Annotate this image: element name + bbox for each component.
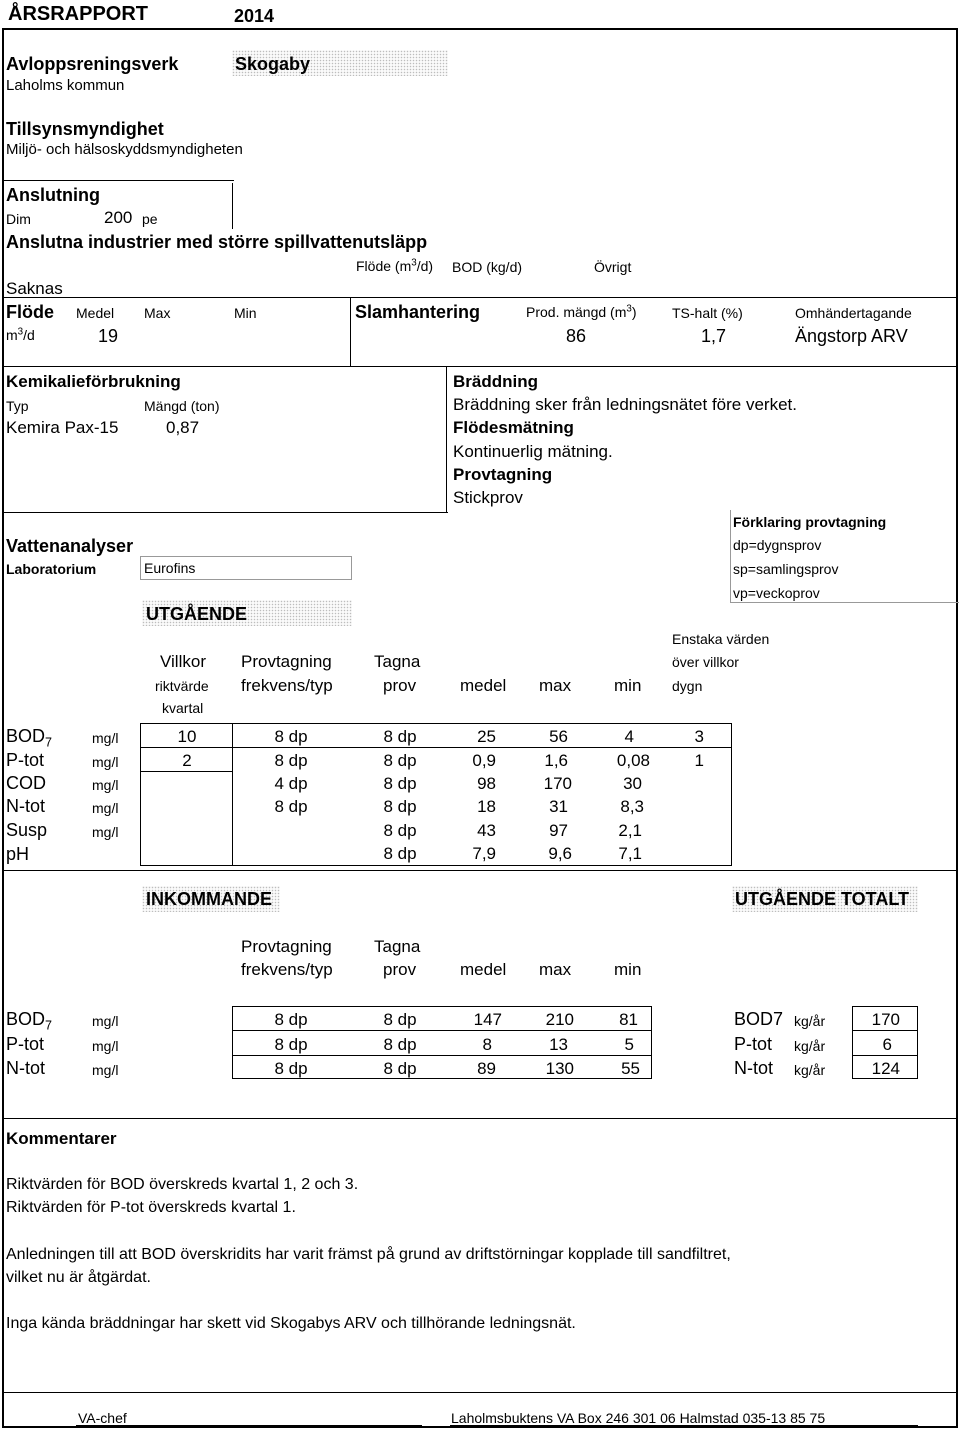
row-max: 1,6 <box>544 751 568 770</box>
comment-line: vilket nu är åtgärdat. <box>6 1269 151 1286</box>
industry-col-bod: BOD (kg/d) <box>452 259 523 275</box>
outgoing-heading: UTGÅENDE <box>146 604 248 624</box>
total-value: 124 <box>871 1059 900 1078</box>
chem-amount-label: Mängd (ton) <box>144 398 220 414</box>
row-freq: 8 dp <box>274 1035 308 1054</box>
divider-incoming <box>2 870 958 871</box>
row-medel: 8 <box>482 1035 492 1054</box>
row-max: 210 <box>545 1010 574 1029</box>
footer-underline-left <box>76 1425 422 1426</box>
footer-underline-right <box>450 1425 918 1426</box>
row-medel: 147 <box>473 1010 502 1029</box>
row-unit: mg/l <box>92 777 119 793</box>
flow-value: 19 <box>98 326 119 346</box>
chem-type-label: Typ <box>6 398 29 414</box>
row-max: 130 <box>545 1059 574 1078</box>
frame-left <box>2 29 4 1427</box>
sludge-prod-label: Prod. mängd $(m^3)$ <box>526 303 637 320</box>
legend-heading: Förklaring provtagning <box>733 514 887 530</box>
row-freq: 8 dp <box>274 727 308 746</box>
row-tagna: 8 dp <box>383 821 417 840</box>
flow-max-label: Max <box>144 305 171 321</box>
in-col-provtagning: Provtagning <box>241 937 332 956</box>
row-unit: mg/l <box>92 1038 119 1054</box>
total-param: BOD7 <box>734 1009 784 1029</box>
industry-heading: Anslutna industrier med större spillvattenutsläpp <box>6 232 428 252</box>
legend-item: vp=veckoprov <box>733 585 820 601</box>
row-param: $BOD_7$ <box>6 726 53 750</box>
total-heading: UTGÅENDE TOTALT <box>735 889 909 909</box>
col-over: över villkor <box>672 654 739 670</box>
total-unit: kg/år <box>794 1038 826 1054</box>
row-min: 2,1 <box>618 821 642 840</box>
total-row-line <box>852 1030 918 1031</box>
plant-label: Avloppsreningsverk <box>6 54 179 74</box>
flow-heading: Flöde <box>6 302 54 322</box>
overflow-heading: Bräddning <box>453 372 538 391</box>
incoming-heading: INKOMMANDE <box>146 889 272 909</box>
row-min: 81 <box>619 1010 638 1029</box>
divider-comments <box>2 1118 958 1119</box>
dim-label: Dim <box>6 211 31 227</box>
flowmeasure-heading: Flödesmätning <box>453 418 574 437</box>
row-freq: 8 dp <box>274 1010 308 1029</box>
divider-dim <box>232 183 233 229</box>
report-title: ÅRSRAPPORT <box>8 3 149 25</box>
row-max: 170 <box>543 774 572 793</box>
col-kvartal: kvartal <box>162 700 204 716</box>
row-unit: mg/l <box>92 754 119 770</box>
row-tagna: 8 dp <box>383 751 417 770</box>
row-unit: mg/l <box>92 824 119 840</box>
row-freq: 8 dp <box>274 797 308 816</box>
row-freq: 8 dp <box>274 751 308 770</box>
industry-value: Saknas <box>6 279 63 298</box>
lab-value: Eurofins <box>144 560 196 576</box>
col-max: max <box>539 676 572 695</box>
col-enstaka: Enstaka värden <box>672 631 770 647</box>
row-tagna: 8 dp <box>383 797 417 816</box>
row-over: 3 <box>694 727 704 746</box>
lab-label: Laboratorium <box>6 561 97 577</box>
row-min: 4 <box>624 727 634 746</box>
row-tagna: 8 dp <box>383 774 417 793</box>
row-over: 1 <box>694 751 704 770</box>
col-villkor: Villkor <box>160 652 206 671</box>
sludge-handling-value: Ängstorp ARV <box>795 326 908 346</box>
col-dygn: dygn <box>672 678 703 694</box>
row-param: P-tot <box>6 1034 45 1054</box>
municipality: Laholms kommun <box>6 77 125 94</box>
authority-name: Miljö- och hälsoskyddsmyndigheten <box>6 141 243 158</box>
col-provtagning: Provtagning <box>241 652 332 671</box>
total-row-line <box>852 1055 918 1056</box>
divider-flow-bottom <box>2 366 958 367</box>
row-unit: mg/l <box>92 800 119 816</box>
sludge-handling-label: Omhändertagande <box>795 305 912 321</box>
row-min: 30 <box>623 774 642 793</box>
row-freq: 4 dp <box>274 774 308 793</box>
frame-right <box>956 29 958 1427</box>
in-col-medel: medel <box>460 960 507 979</box>
row-medel: 89 <box>477 1059 496 1078</box>
legend-item: sp=samlingsprov <box>733 561 839 577</box>
dim-unit: pe <box>142 211 158 227</box>
row-medel: 98 <box>477 774 496 793</box>
row-param: $BOD_7$ <box>6 1009 53 1033</box>
comment-line: Riktvärden för P-tot överskreds kvartal 1. <box>6 1199 296 1216</box>
divider-header <box>2 180 234 181</box>
row-param: N-tot <box>6 796 46 816</box>
row-villkor: 2 <box>182 751 192 770</box>
frame-bottom <box>2 1426 958 1428</box>
sludge-prod-value: 86 <box>566 326 587 346</box>
incoming-row-line <box>232 1055 652 1056</box>
comment-line: Inga kända bräddningar har skett vid Skogabys ARV och tillhörande ledningsnät. <box>6 1315 576 1332</box>
total-param: P-tot <box>734 1034 773 1054</box>
total-unit: kg/år <box>794 1013 826 1029</box>
row-tagna: 8 dp <box>383 1059 417 1078</box>
connection-heading: Anslutning <box>6 185 100 205</box>
row-max: 9,6 <box>548 844 572 863</box>
row-medel: 7,9 <box>472 844 496 863</box>
row-max: 31 <box>549 797 568 816</box>
row-medel: 18 <box>477 797 496 816</box>
industry-col-flow: Flöde $(m^3/d)$ <box>356 257 434 274</box>
row-medel: 0,9 <box>472 751 496 770</box>
row-villkor: 10 <box>177 727 197 746</box>
outgoing-row-line <box>140 771 232 772</box>
row-param: COD <box>6 773 46 793</box>
col-min: min <box>614 676 642 695</box>
row-freq: 8 dp <box>274 1059 308 1078</box>
in-col-max: max <box>539 960 572 979</box>
row-unit: mg/l <box>92 1062 119 1078</box>
total-unit: kg/år <box>794 1062 826 1078</box>
total-param: N-tot <box>734 1058 774 1078</box>
col-riktvarde: riktvärde <box>155 678 209 694</box>
row-min: 7,1 <box>618 844 642 863</box>
sludge-ts-value: 1,7 <box>701 326 727 346</box>
water-heading: Vattenanalyser <box>6 536 134 556</box>
sampling-heading: Provtagning <box>453 465 553 484</box>
comment-line: Anledningen till att BOD överskridits har varit främst på grund av driftstörningar kopplade till sandfiltret, <box>6 1246 731 1263</box>
col-prov: prov <box>383 676 417 695</box>
divider-sludge <box>350 298 351 366</box>
dim-value: 200 <box>104 208 133 227</box>
divider-footer <box>2 1392 958 1393</box>
row-medel: 25 <box>477 727 496 746</box>
industry-col-other: Övrigt <box>594 259 632 275</box>
col-medel: medel <box>460 676 507 695</box>
row-param: P-tot <box>6 750 45 770</box>
row-param: Susp <box>6 820 48 840</box>
row-unit: mg/l <box>92 730 119 746</box>
divider-chem-bottom <box>2 512 448 513</box>
sludge-ts-label: TS-halt (%) <box>672 305 743 321</box>
col-frekvens: frekvens/typ <box>241 676 333 695</box>
row-tagna: 8 dp <box>383 1035 417 1054</box>
row-unit: mg/l <box>92 1013 119 1029</box>
frame-top <box>2 28 958 30</box>
divider-chem <box>446 366 447 512</box>
plant-name: Skogaby <box>235 54 311 74</box>
overflow-text: Bräddning sker från ledningsnätet före verket. <box>453 395 797 414</box>
sampling-text: Stickprov <box>453 488 523 507</box>
total-value: 6 <box>882 1035 892 1054</box>
chem-amount-value: 0,87 <box>166 418 200 437</box>
row-max: 97 <box>549 821 568 840</box>
col-tagna: Tagna <box>374 652 421 671</box>
legend-item: dp=dygnsprov <box>733 537 822 553</box>
total-value: 170 <box>871 1010 900 1029</box>
row-param: pH <box>6 844 30 864</box>
row-param: N-tot <box>6 1058 46 1078</box>
comments-heading: Kommentarer <box>6 1129 117 1148</box>
comment-line: Riktvärden för BOD överskreds kvartal 1, 2 och 3. <box>6 1176 359 1193</box>
in-col-prov: prov <box>383 960 417 979</box>
divider-flow <box>2 297 958 298</box>
authority-label: Tillsynsmyndighet <box>6 119 164 139</box>
row-min: 8,3 <box>620 797 644 816</box>
flow-min-label: Min <box>234 305 257 321</box>
row-tagna: 8 dp <box>383 727 417 746</box>
flow-unit: $m^3/d$ <box>6 326 35 343</box>
row-min: 5 <box>624 1035 634 1054</box>
flowmeasure-text: Kontinuerlig mätning. <box>453 442 613 461</box>
report-year: 2014 <box>234 6 275 26</box>
row-medel: 43 <box>477 821 496 840</box>
chem-type-value: Kemira Pax-15 <box>6 418 119 437</box>
footer-role: VA-chef <box>78 1410 127 1426</box>
sludge-heading: Slamhantering <box>355 302 481 322</box>
in-col-frekvens: frekvens/typ <box>241 960 333 979</box>
incoming-row-line <box>232 1030 652 1031</box>
in-col-min: min <box>614 960 642 979</box>
row-min: 0,08 <box>616 751 650 770</box>
outgoing-row-line <box>140 747 732 748</box>
chem-heading: Kemikalieförbrukning <box>6 372 181 391</box>
row-min: 55 <box>621 1059 640 1078</box>
in-col-tagna: Tagna <box>374 937 421 956</box>
row-max: 56 <box>549 727 568 746</box>
row-tagna: 8 dp <box>383 1010 417 1029</box>
row-tagna: 8 dp <box>383 844 417 863</box>
row-max: 13 <box>549 1035 568 1054</box>
flow-medel-label: Medel <box>76 305 115 321</box>
footer-contact: Laholmsbuktens VA Box 246 301 06 Halmstad 035-13 85 75 <box>451 1410 826 1426</box>
